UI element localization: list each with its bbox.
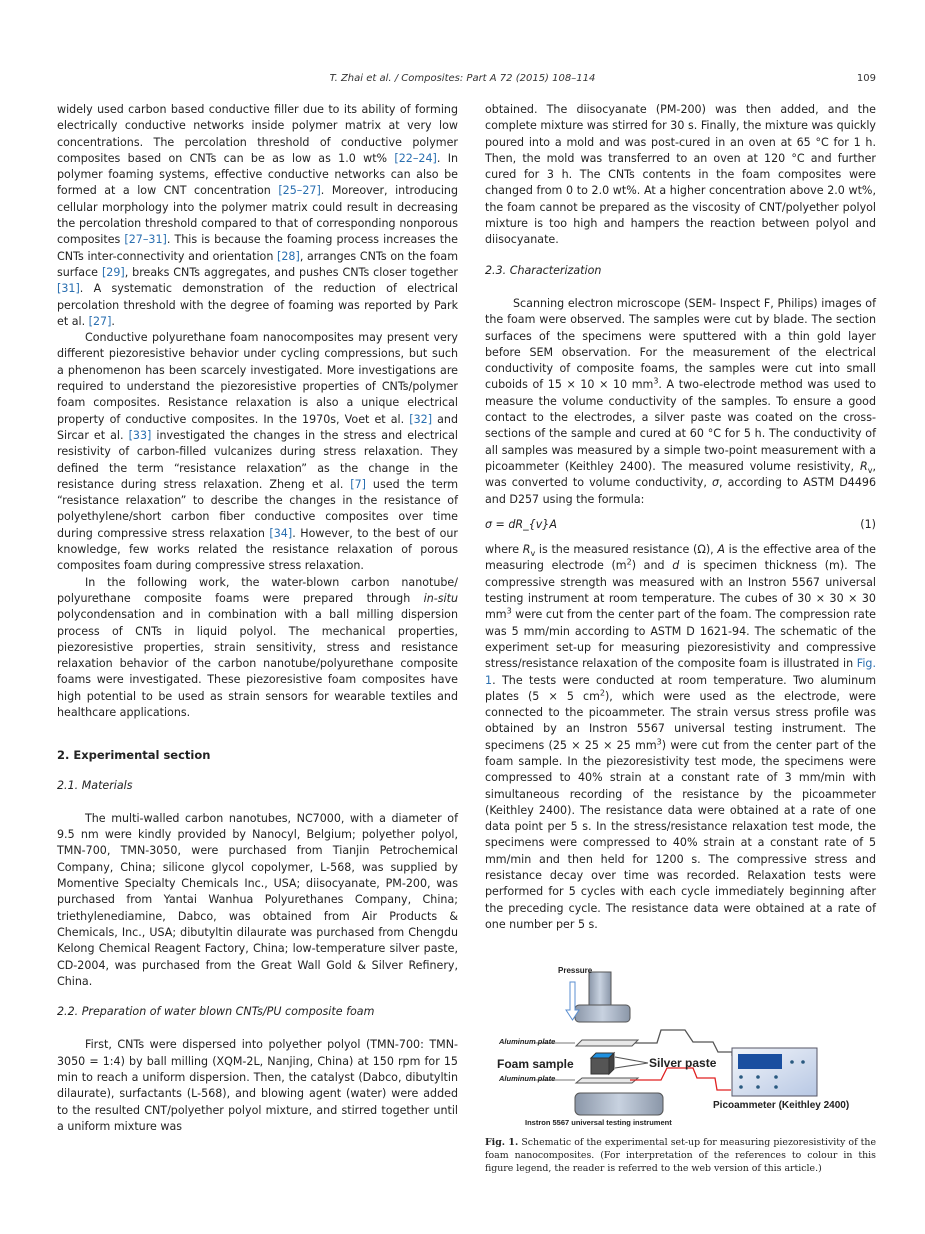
paragraph: where $R_v$ is the measured resistance (Ω), A is the effective area of the measuring electrode $(m^2)$ and d is specimen thickness (m). The compressive strength was measured with an Instron 5567 universal testing instrument at room temperature. The cubes of 30 × 30 × 30 $mm^3$ were cut from the center part of the foam. The compression rate was 5 mm/min according to ASTM D 1621-94. The schematic of the experiment set-up for measuring piezoresistivity and compressive stress/resistance relaxation of the composite foam is illustrated in Fig. 1. The tests were conducted at room temperature. Two aluminum plates (5 × 5 $cm^2$), which were used as the electrode, were connected to the picoammeter. The strain versus stress profile was obtained by an Instron 5567 universal testing instrument. The specimens (25 × 25 × 25 $mm^3$) were cut from the center part of the foam sample. In the piezoresistivity test mode, the specimens were compressed to 40% strain at a constant rate of 3 mm/min with simultaneous recording of the resistance by the picoammeter (Keithley 2400). The resistance data were obtained at a rate of one data point per 5 s. In the stress/resistance relaxation test mode, the specimens were compressed to 40% strain at a constant rate of 5 mm/min and then held for 1200 s. The compressive stress and resistance decay over time was recorded. Relaxation tests were performed for 5 cycles with each cycle immediately beginning after the preceding cycle. The resistance data were obtained at a rate of one number per 5 s. xyxy=(485,543,876,931)
citation-link[interactable]: Fig. 1 xyxy=(485,657,876,687)
citation-link[interactable]: [22–24] xyxy=(394,151,437,165)
picoammeter-screen xyxy=(738,1054,782,1069)
running-header: T. Zhai et al. / Composites: Part A 72 (2015) 108–114 xyxy=(329,73,596,84)
press-upper-cylinder xyxy=(589,972,611,1008)
section-heading: 2.3. Characterization xyxy=(485,263,602,277)
label-instron: Instron 5567 universal testing instrument xyxy=(525,1118,672,1127)
equation-1 xyxy=(485,517,876,533)
wire-top xyxy=(635,1030,732,1056)
press-upper-plate xyxy=(575,1005,630,1022)
right-column xyxy=(485,102,876,933)
paragraph: First, CNTs were dispersed into polyether polyol (TMN-700: TMN-3050 = 1:4) by ball milling (XQM-2L, Nanjing, China) at 150 rpm for 15 min to reach a uniform dispersion. Then, the catalyst (Dabco, dibutyltin dilaurate), surfactants (L-568), and blowing agent (water) were added to the resulted CNT/polyether polyol mixture, and stirred together until a uniform mixture was xyxy=(57,1038,458,1133)
citation-link[interactable]: [29] xyxy=(101,265,125,279)
citation-link[interactable]: [27] xyxy=(88,314,112,328)
label-pressure: Pressure xyxy=(558,966,593,975)
foam-sample xyxy=(591,1058,609,1074)
citation-link[interactable]: [28] xyxy=(277,249,300,263)
aluminum-plate-bottom xyxy=(576,1078,638,1083)
page-number: 109 xyxy=(856,73,876,84)
paragraph: obtained. The diisocyanate (PM-200) was then added, and the complete mixture was stirred for 30 s. Finally, the mixture was quickly poured into a mold and was post-cured in an oven at 65 °C for 1 h. Then, the mold was transferred to an oven at 120 °C and further cured for 3 h. The CNTs contents in the foam composites were changed from 0 to 2.0 wt%. At a higher concentration above 2.0 wt%, the foam cannot be prepared as the viscosity of CNT/polyether polyol mixture is too high and hampers the reaction between polyol and diisocyanate. xyxy=(485,103,876,247)
caption-label: Fig. 1. xyxy=(485,1137,519,1148)
paragraph: In the following work, the water-blown carbon nanotube/ polyurethane composite foams were prepared through in-situ polycondensation and in combination with a ball milling dispersion process of CNTs in liquid polyol. The mechanical properties, piezoresistive properties, strain sensitivity, stress and resistance relaxation behavior of the carbon nanotube/polyurethane composite foams were investigated. These piezoresistive foam composites have high potential to be used as strain sensors for wearable textiles and healthcare applications. xyxy=(57,575,458,719)
citation-link[interactable]: [27–31] xyxy=(124,233,167,247)
equation-body: σ = dR_{v}A xyxy=(485,517,557,531)
section-heading: 2. Experimental section xyxy=(57,748,211,763)
label-aluminum-plate-bottom: Aluminum plate xyxy=(499,1074,556,1083)
paragraph: widely used carbon based conductive filler due to its ability of forming electrically conductive networks inside polymer matrix at very low concentrations. The percolation threshold of conductive polymer composites based on CNTs can be as low as 1.0 wt% [22–24]. In polymer foaming systems, effective conductive networks can also be formed at a low CNT concentration [25–27]. Moreover, introducing cellular morphology into the polymer matrix could result in decreasing the percolation threshold compared to that of corresponding nonporous composites [27–31]. This is because the foaming process increases the CNTs inter-connectivity and orientation [28], arranges CNTs on the foam surface [29], breaks CNTs aggregates, and pushes CNTs closer together [31]. A systematic demonstration of the reduction of electrical percolation threshold with the degree of foaming was reported by Park et al. [27]. xyxy=(57,103,459,328)
caption-text: Schematic of the experimental set-up for measuring piezoresistivity of the foam nanocomposites. (For interpretation of the references to colour in this figure legend, the reader is referred to the web version of this article.) xyxy=(485,1137,877,1174)
leader-line xyxy=(615,1063,648,1068)
press-base xyxy=(575,1093,663,1115)
wire-bottom xyxy=(630,1068,731,1090)
figure-caption xyxy=(485,1136,876,1175)
citation-link[interactable]: [32] xyxy=(409,412,433,426)
citation-link[interactable]: [7] xyxy=(350,477,366,491)
label-aluminum-plate-top: Aluminum plate xyxy=(499,1037,556,1046)
citation-link[interactable]: [25–27] xyxy=(278,184,321,198)
aluminum-plate-top xyxy=(576,1040,638,1046)
section-heading: 2.2. Preparation of water blown CNTs/PU composite foam xyxy=(57,1005,375,1019)
section-heading: 2.1. Materials xyxy=(57,778,133,792)
label-silver-paste: Silver paste xyxy=(649,1056,717,1070)
label-picoammeter: Picoammeter (Keithley 2400) xyxy=(713,1100,850,1111)
equation-number: (1) xyxy=(860,517,876,531)
left-column xyxy=(57,102,458,1135)
citation-link[interactable]: [34] xyxy=(269,526,293,540)
leader-line xyxy=(615,1057,648,1063)
citation-link[interactable]: [33] xyxy=(128,428,152,442)
paragraph: The multi-walled carbon nanotubes, NC7000, with a diameter of 9.5 nm were kindly provided by Nanocyl, Belgium; polyether polyol, TMN-700, TMN-3050, were purchased from Tianjin Petrochemical Company, China; silicone glycol copolymer, L-568, was supplied by Momentive Specialty Chemicals Inc., USA; diisocyanate, PM-200, was purchased from Yantai Wanhua Polyurethanes Company, China; triethylenediamine, Dabco, was obtained from Air Products & Chemicals, Inc., USA; dibutyltin dilaurate was purchased from Chengdu Kelong Chemical Reagent Factory, China; low-temperature silver paste, CD-2004, was purchased from the Great Wall Gold & Silver Refinery, China. xyxy=(57,811,458,988)
label-foam-sample: Foam sample xyxy=(497,1057,574,1071)
paragraph: Scanning electron microscope (SEM- Inspect F, Philips) images of the foam were observed. The samples were cut by blade. The section surfaces of the specimens were sputtered with a thin gold layer before SEM observation. For the measurement of the electrical conductivity of composite foams, the samples were cut into small cuboids of 15 × 10 × 10 $mm^3$. A two-electrode method was used to measure the volume conductivity of the samples. To ensure a good contact to the electrodes, a silver paste was coated on the cross-sections of the sample and cured at 60 °C for 5 h. The conductivity of all samples was measured by a simple two-point measurement with a picoammeter (Keithley 2400). The measured volume resistivity, $R_v$, was converted to volume conductivity, σ, according to ASTM D4496 and D257 using the formula: xyxy=(485,296,877,506)
figure-1-schematic xyxy=(485,960,876,1135)
citation-link[interactable]: [31] xyxy=(57,282,80,296)
paragraph: Conductive polyurethane foam nanocomposites may present very different piezoresistive behavior under cycling compressions, but such a phenomenon has been scarcely investigated. More investigations are required to understand the piezoresistive properties of CNTs/polymer foam composites. Resistance relaxation is also a unique electrical property of conductive composites. In the 1970s, Voet et al. [32] and Sircar et al. [33] investigated the changes in the stress and electrical resistivity of carbon-filled vulcanizes during stress relaxation. They defined the term “resistance relaxation” as the change in the resistance during stress relaxation. Zheng et al. [7] used the term “resistance relaxation” to describe the changes in the resistance of polyethylene/short carbon fiber conductive composites over time during compressive stress relaxation [34]. However, to the best of our knowledge, few works related the resistance relaxation of porous composites foam during compressive stress relaxation. xyxy=(57,331,459,573)
